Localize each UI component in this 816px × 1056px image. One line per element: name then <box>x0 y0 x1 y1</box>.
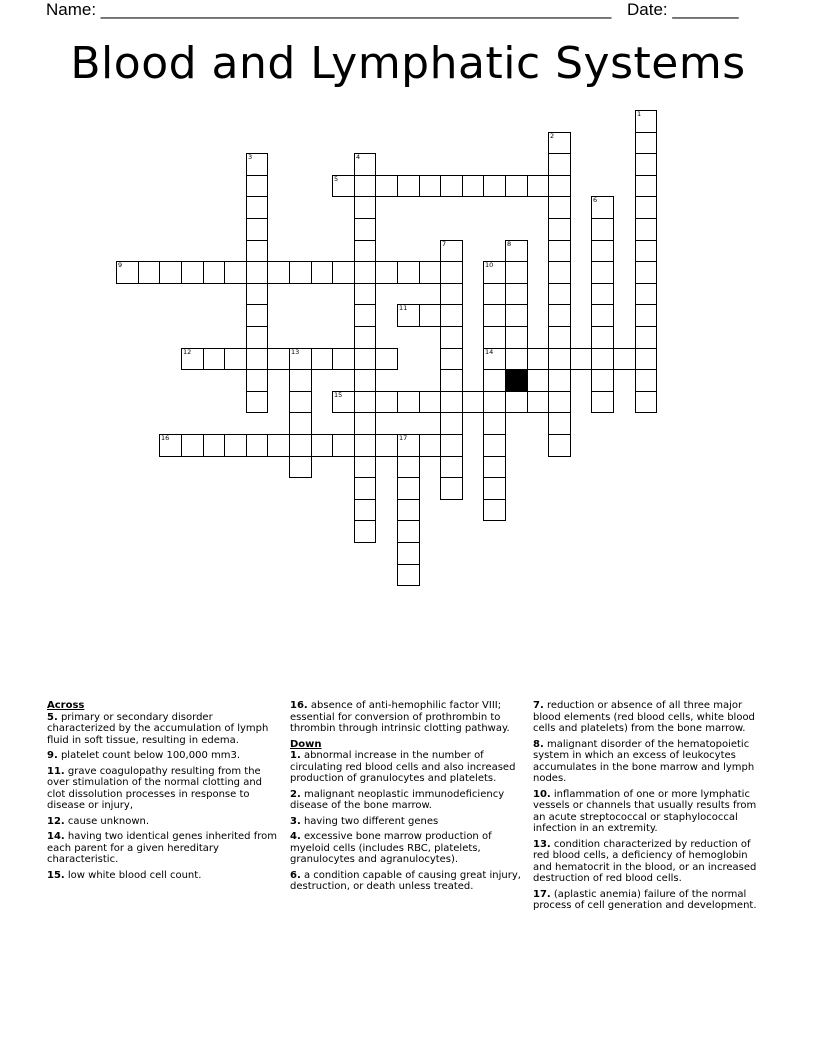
clue-down-13: 13. condition characterized by reduction of red blood cells, a deficiency of hemoglobin and hematocrit in the blood, or an increased destruction of red blood cells. <box>533 838 757 884</box>
crossword-cell[interactable] <box>354 348 376 370</box>
crossword-cell[interactable] <box>246 240 268 262</box>
crossword-cell[interactable] <box>483 434 506 457</box>
crossword-cell[interactable] <box>354 218 376 241</box>
crossword-cell[interactable] <box>203 261 225 284</box>
clues-column-3 <box>533 700 768 916</box>
crossword-cell[interactable] <box>440 175 463 197</box>
crossword-cell[interactable] <box>397 391 420 413</box>
crossword-cell[interactable] <box>267 261 290 284</box>
crossword-cell[interactable] <box>462 175 484 197</box>
crossword-cell[interactable] <box>548 326 571 349</box>
crossword-cell[interactable] <box>397 261 420 284</box>
crossword-cell[interactable] <box>354 434 376 457</box>
crossword-cell[interactable] <box>289 391 312 413</box>
crossword-cell[interactable] <box>483 348 506 370</box>
clue-down-3: 3. having two different genes <box>290 815 439 827</box>
crossword-cell[interactable] <box>375 348 398 370</box>
crossword-cell[interactable] <box>548 240 571 262</box>
crossword-cell[interactable] <box>440 477 463 500</box>
clue-across-12: 12. cause unknown. <box>47 815 150 827</box>
crossword-cell[interactable] <box>419 434 441 457</box>
clue-across-15: 15. low white blood cell count. <box>47 869 202 881</box>
crossword-cell[interactable] <box>570 348 592 370</box>
crossword-cell[interactable] <box>267 434 290 457</box>
crossword-cell[interactable] <box>246 196 268 219</box>
crossword-cell[interactable] <box>527 391 549 413</box>
crossword-cell[interactable] <box>591 304 614 327</box>
crossword-cell[interactable] <box>397 564 420 586</box>
crossword-cell[interactable] <box>289 412 312 435</box>
crossword-cell[interactable] <box>397 477 420 500</box>
crossword-cell[interactable] <box>613 348 636 370</box>
crossword-cell[interactable] <box>548 153 571 176</box>
clue-down-10: 10. inflammation of one or more lymphatic vessels or channels that usually results from an acute streptococcal or staphylococcal infection in an extremity. <box>533 788 757 834</box>
crossword-cell[interactable] <box>246 218 268 241</box>
crossword-cell[interactable] <box>527 175 549 197</box>
crossword-cell[interactable] <box>591 326 614 349</box>
crossword-cell[interactable] <box>440 369 463 392</box>
clue-number-label: 1 <box>637 110 642 118</box>
clue-down-2: 2. malignant neoplastic immunodeficiency disease of the bone marrow. <box>290 788 505 811</box>
clue-down-6: 6. a condition capable of causing great injury, destruction, or death unless treated. <box>290 869 521 892</box>
crossword-cell[interactable] <box>548 175 571 197</box>
crossword-cell[interactable] <box>289 456 312 478</box>
clue-number-label: 2 <box>550 132 555 140</box>
crossword-cell[interactable] <box>375 261 398 284</box>
crossword-cell[interactable] <box>483 283 506 305</box>
clue-across-16: 16. absence of anti-hemophilic factor VIII; essential for conversion of prothrombin to thrombin through intrinsic clotting pathway. <box>290 700 510 734</box>
crossword-cell[interactable] <box>246 283 268 305</box>
crossword-cell[interactable] <box>548 261 571 284</box>
crossword-cell[interactable] <box>635 369 657 392</box>
crossword-cell[interactable] <box>591 391 614 413</box>
clue-number-label: 7 <box>442 240 447 248</box>
crossword-cell[interactable] <box>354 499 376 521</box>
crossword-cell[interactable] <box>548 391 571 413</box>
crossword-cell[interactable] <box>397 456 420 478</box>
crossword-cell[interactable] <box>354 240 376 262</box>
crossword-cell[interactable] <box>505 391 528 413</box>
crossword-cell[interactable] <box>375 175 398 197</box>
crossword-cell[interactable] <box>440 283 463 305</box>
crossword-block-cell <box>505 369 528 392</box>
crossword-cell[interactable] <box>246 369 268 392</box>
crossword-cell[interactable] <box>332 434 355 457</box>
crossword-cell[interactable] <box>375 391 398 413</box>
clue-across-11: 11. grave coagulopathy resulting from the over stimulation of the normal clotting and clot dissolution processes in response to disease or injury, <box>47 765 263 811</box>
crossword-cell[interactable] <box>354 175 376 197</box>
crossword-cell[interactable] <box>246 304 268 327</box>
crossword-cell[interactable] <box>354 326 376 349</box>
crossword-cell[interactable] <box>203 434 225 457</box>
crossword-cell[interactable] <box>548 369 571 392</box>
crossword-cell[interactable] <box>397 520 420 543</box>
clue-number-label: 3 <box>248 153 253 161</box>
crossword-cell[interactable] <box>224 348 247 370</box>
crossword-cell[interactable] <box>354 369 376 392</box>
crossword-cell[interactable] <box>224 434 247 457</box>
crossword-cell[interactable] <box>181 348 204 370</box>
crossword-cell[interactable] <box>354 261 376 284</box>
crossword-cell[interactable] <box>354 391 376 413</box>
crossword-cell[interactable] <box>354 412 376 435</box>
crossword-cell[interactable] <box>332 261 355 284</box>
clue-number-label: 6 <box>593 196 598 204</box>
crossword-cell[interactable] <box>354 304 376 327</box>
crossword-cell[interactable] <box>419 175 441 197</box>
crossword-cell[interactable] <box>289 369 312 392</box>
crossword-cell[interactable] <box>635 326 657 349</box>
crossword-cell[interactable] <box>267 348 290 370</box>
crossword-cell[interactable] <box>548 434 571 457</box>
crossword-cell[interactable] <box>483 412 506 435</box>
crossword-cell[interactable] <box>483 369 506 392</box>
crossword-cell[interactable] <box>354 477 376 500</box>
crossword-cell[interactable] <box>505 326 528 349</box>
crossword-cell[interactable] <box>548 283 571 305</box>
crossword-cell[interactable] <box>159 261 182 284</box>
crossword-cell[interactable] <box>548 412 571 435</box>
crossword-cell[interactable] <box>246 326 268 349</box>
down-heading: Down <box>290 738 322 750</box>
across-heading: Across <box>47 700 85 711</box>
crossword-cell[interactable] <box>246 261 268 284</box>
crossword-cell[interactable] <box>419 304 441 327</box>
clue-down-4: 4. excessive bone marrow production of myeloid cells (includes RBC, platelets, granulocytes and agranulocytes). <box>290 831 492 865</box>
crossword-cell[interactable] <box>181 261 204 284</box>
clue-number-label: 9 <box>118 261 123 269</box>
crossword-cell[interactable] <box>635 283 657 305</box>
crossword-cell[interactable] <box>483 326 506 349</box>
crossword-cell[interactable] <box>332 391 355 413</box>
clue-number-label: 13 <box>291 348 300 356</box>
clue-number-label: 14 <box>485 348 494 356</box>
crossword-cell[interactable] <box>635 196 657 219</box>
crossword-cell[interactable] <box>635 348 657 370</box>
crossword-cell[interactable] <box>246 434 268 457</box>
crossword-cell[interactable] <box>483 261 506 284</box>
crossword-cell[interactable] <box>419 261 441 284</box>
crossword-cell[interactable] <box>354 153 376 176</box>
clue-number-label: 8 <box>507 240 512 248</box>
clue-number-label: 17 <box>399 434 408 442</box>
crossword-cell[interactable] <box>311 348 333 370</box>
clues-column-1 <box>47 700 277 885</box>
crossword-cell[interactable] <box>483 391 506 413</box>
clue-down-7: 7. reduction or absence of all three major blood elements (red blood cells, white blood cells and platelets) from the bone marrow. <box>533 700 755 734</box>
clue-number-label: 10 <box>485 261 494 269</box>
crossword-cell[interactable] <box>440 434 463 457</box>
clue-down-8: 8. malignant disorder of the hematopoietic system in which an excess of leukocytes accumulates in the bone marrow and lymph nodes. <box>533 738 755 784</box>
crossword-cell[interactable] <box>203 348 225 370</box>
crossword-cell[interactable] <box>440 412 463 435</box>
clue-down-17: 17. (aplastic anemia) failure of the normal process of cell generation and development. <box>533 888 757 911</box>
crossword-cell[interactable] <box>483 499 506 521</box>
clue-number-label: 12 <box>183 348 192 356</box>
crossword-cell[interactable] <box>548 348 571 370</box>
crossword-cell[interactable] <box>397 304 420 327</box>
crossword-cell[interactable] <box>591 369 614 392</box>
crossword-cell[interactable] <box>311 434 333 457</box>
crossword-cell[interactable] <box>354 456 376 478</box>
crossword-cell[interactable] <box>527 348 549 370</box>
crossword-cell[interactable] <box>354 283 376 305</box>
crossword-cell[interactable] <box>440 391 463 413</box>
crossword-cell[interactable] <box>505 304 528 327</box>
clue-number-label: 5 <box>334 175 339 183</box>
crossword-cell[interactable] <box>440 348 463 370</box>
clue-across-14: 14. having two identical genes inherited from each parent for a given hereditary characteristic. <box>47 831 277 865</box>
crossword-cell[interactable] <box>440 240 463 262</box>
crossword-cell[interactable] <box>397 434 420 457</box>
crossword-cell[interactable] <box>116 261 139 284</box>
crossword-cell[interactable] <box>505 261 528 284</box>
clue-down-1: 1. abnormal increase in the number of circulating red blood cells and also increased production of granulocytes and platelets. <box>290 750 516 784</box>
crossword-cell[interactable] <box>397 499 420 521</box>
crossword-cell[interactable] <box>354 520 376 543</box>
crossword-cell[interactable] <box>440 261 463 284</box>
crossword-cell[interactable] <box>332 348 355 370</box>
crossword-cell[interactable] <box>159 434 182 457</box>
crossword-cell[interactable] <box>397 542 420 565</box>
crossword-cell[interactable] <box>332 175 355 197</box>
crossword-cell[interactable] <box>591 240 614 262</box>
crossword-cell[interactable] <box>505 283 528 305</box>
crossword-cell[interactable] <box>483 175 506 197</box>
crossword-cell[interactable] <box>181 434 204 457</box>
clue-number-label: 15 <box>334 391 343 399</box>
crossword-cell[interactable] <box>440 456 463 478</box>
crossword-cell[interactable] <box>591 261 614 284</box>
crossword-cell[interactable] <box>591 196 614 219</box>
clue-across-5: 5. primary or secondary disorder characterized by the accumulation of lymph fluid in soft tissue, resulting in edema. <box>47 711 269 746</box>
crossword-cell[interactable] <box>591 348 614 370</box>
crossword-cell[interactable] <box>635 153 657 176</box>
crossword-cell[interactable] <box>483 304 506 327</box>
date-line: Date: _______ <box>627 0 739 19</box>
crossword-cell[interactable] <box>548 196 571 219</box>
clue-number-label: 4 <box>356 153 361 161</box>
page-title: Blood and Lymphatic Systems <box>70 38 746 89</box>
clue-number-label: 11 <box>399 304 408 312</box>
crossword-cell[interactable] <box>635 261 657 284</box>
crossword-cell[interactable] <box>246 153 268 176</box>
crossword-cell[interactable] <box>635 132 657 154</box>
crossword-cell[interactable] <box>635 218 657 241</box>
crossword-cell[interactable] <box>635 304 657 327</box>
crossword-cell[interactable] <box>289 434 312 457</box>
crossword-cell[interactable] <box>635 175 657 197</box>
clue-across-9: 9. platelet count below 100,000 mm3. <box>47 750 241 761</box>
crossword-cell[interactable] <box>548 132 571 154</box>
crossword-cell[interactable] <box>224 261 247 284</box>
clue-number-label: 16 <box>161 434 170 442</box>
crossword-cell[interactable] <box>505 175 528 197</box>
crossword-cell[interactable] <box>354 196 376 219</box>
crossword-cell[interactable] <box>635 391 657 413</box>
crossword-cell[interactable] <box>483 477 506 500</box>
crossword-cell[interactable] <box>289 261 312 284</box>
crossword-cell[interactable] <box>440 326 463 349</box>
crossword-cell[interactable] <box>246 348 268 370</box>
clues-column-2 <box>290 700 525 897</box>
crossword-cell[interactable] <box>246 391 268 413</box>
name-line: Name: ______________________________________________________ <box>46 0 612 19</box>
crossword-cell[interactable] <box>591 283 614 305</box>
crossword-cell[interactable] <box>483 456 506 478</box>
crossword-cell[interactable] <box>591 218 614 241</box>
crossword-cell[interactable] <box>635 110 657 133</box>
crossword-cell[interactable] <box>548 304 571 327</box>
crossword-cell[interactable] <box>311 261 333 284</box>
crossword-cell[interactable] <box>246 175 268 197</box>
crossword-cell[interactable] <box>289 348 312 370</box>
crossword-cell[interactable] <box>505 348 528 370</box>
crossword-cell[interactable] <box>419 391 441 413</box>
crossword-cell[interactable] <box>138 261 160 284</box>
crossword-cell[interactable] <box>548 218 571 241</box>
crossword-cell[interactable] <box>505 240 528 262</box>
crossword-cell[interactable] <box>635 240 657 262</box>
crossword-cell[interactable] <box>397 175 420 197</box>
crossword-cell[interactable] <box>462 391 484 413</box>
crossword-cell[interactable] <box>375 434 398 457</box>
crossword-cell[interactable] <box>440 304 463 327</box>
